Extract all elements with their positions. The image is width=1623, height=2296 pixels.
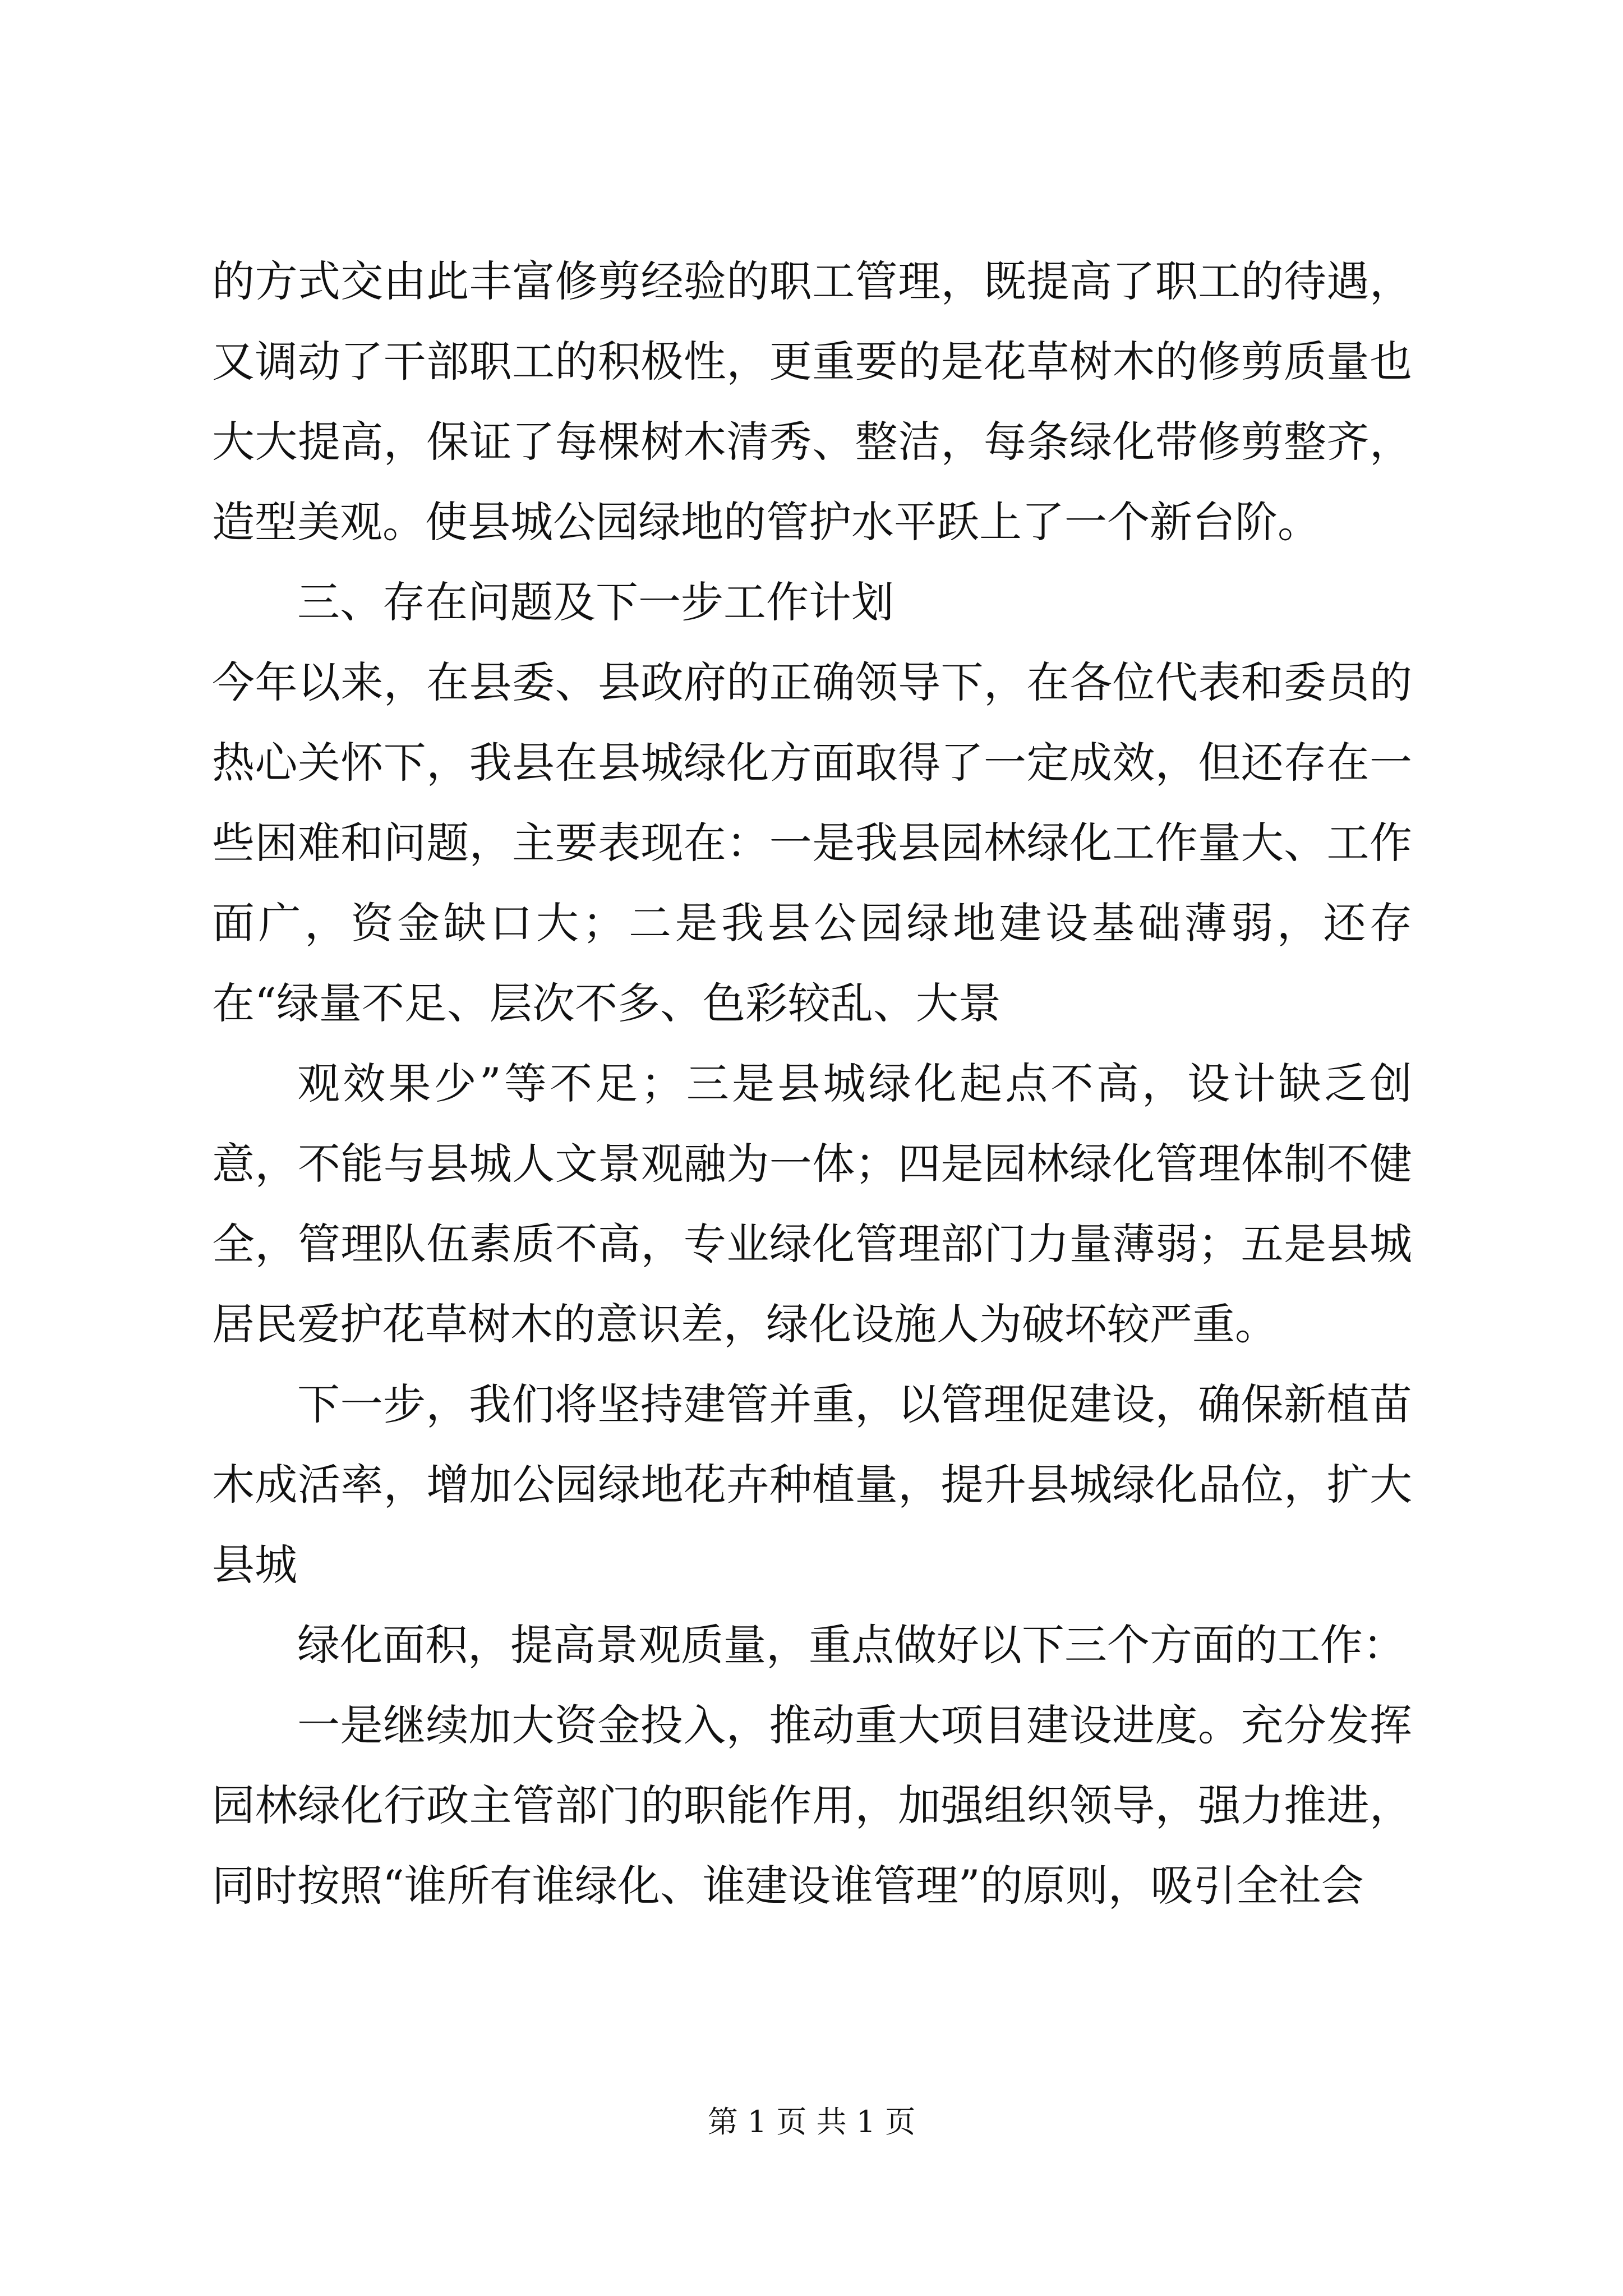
section-heading-3: 三、存在问题及下一步工作计划 [297,577,894,627]
paragraph-2: 今年以来，在县委、县政府的正确领导下，在各位代表和委员的热心关怀下，我县在县城绿化方面取得了一定成效，但还存在一些困难和问题，主要表现在：一是我县园林绿化工作量大、工作面广，资金缺口大；二是我县公园绿地建设基础薄弱，还存在“绿量不足、层次不多、色彩较乱、大景 [212,657,1412,1028]
paragraph-3: 观效果少”等不足；三是县城绿化起点不高，设计缺乏创意，不能与县城人文景观融为一体；四是园林绿化管理体制不健全，管理队伍素质不高，专业绿化管理部门力量薄弱；五是县城居民爱护花草树木的意识差，绿化设施人为破坏较严重。 [212,1059,1412,1349]
paragraph-4: 下一步，我们将坚持建管并重，以管理促建设，确保新植苗木成活率，增加公园绿地花卉种植量，提升县城绿化品位，扩大县城 [212,1379,1412,1590]
document-body [212,241,1412,1926]
paragraph-1: 的方式交由此丰富修剪经验的职工管理，既提高了职工的待遇，又调动了干部职工的积极性，更重要的是花草树木的修剪质量也大大提高，保证了每棵树木清秀、整洁，每条绿化带修剪整齐，造型美观。使县城公园绿地的管护水平跃上了一个新台阶。 [212,256,1412,547]
page-footer: 第 1 页 共 1 页 [707,2104,916,2139]
paragraph-5: 绿化面积，提高景观质量，重点做好以下三个方面的工作： [297,1620,1405,1670]
paragraph-6: 一是继续加大资金投入，推动重大项目建设进度。充分发挥园林绿化行政主管部门的职能作用，加强组织领导，强力推进，同时按照“谁所有谁绿化、谁建设谁管理”的原则，吸引全社会 [212,1700,1412,1911]
